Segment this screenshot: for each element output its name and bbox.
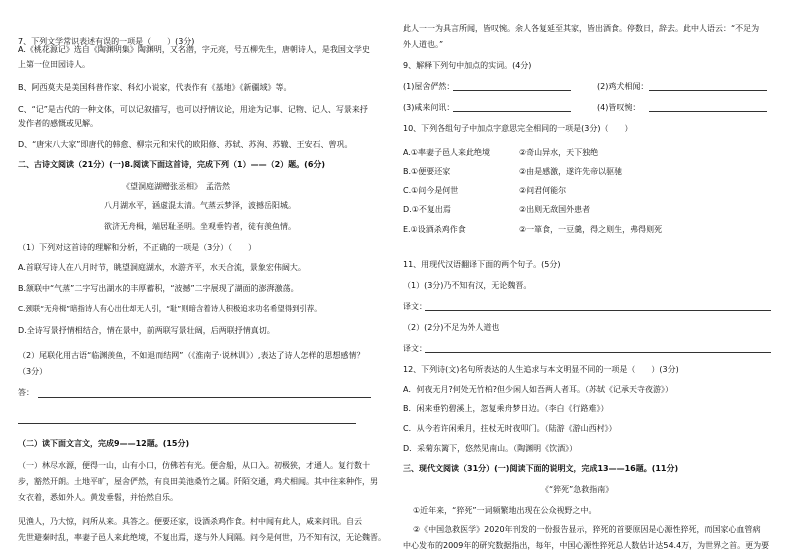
q8-1-stem: （1）下列对这首诗的理解和分析，不正确的一项是（3分）（ ） (18, 243, 257, 252)
q9-word-1: (1)屋舍俨然： (403, 82, 455, 91)
article-title: 《“猝死”急救指南》 (541, 485, 614, 494)
answer-label: 答： (18, 388, 34, 397)
q11-stem: 11、用现代汉语翻译下面的两个句子。(5分) (403, 260, 561, 269)
q12-option-b: B．闲来垂钓碧溪上，忽复乘舟梦日边。（李白《行路难》） (403, 404, 609, 413)
q7-option-a-cont: 上第一位田园诗人。 (18, 60, 90, 69)
article-paragraph-2-cont: 中心发布的2009年的研究数据指出，每年，中国心源性猝死总人数估计达54.4万，为世界之首。更为要 (403, 541, 770, 550)
classical-text-line-6: 此人一一为具言所闻，皆叹惋。余人各复延至其家，皆出酒食。停数日，辞去。此中人语云：“不足为 (403, 24, 760, 33)
q7-option-a: A.《桃花源记》选自《陶渊明集》陶渊明，又名潜，字元亮，号五柳先生，唐朝诗人，是我国文学史 (18, 45, 370, 54)
q9-word-3: (3)咸来问讯： (403, 103, 455, 112)
answer-line-2 (18, 423, 356, 424)
q8-1-option-c: C.颈联“无舟楫”暗指诗人有心出仕却无人引，“耻”则暗含着诗人积极追求功名希望得到引荐。 (18, 304, 322, 313)
classical-text-line-7: 外人道也。” (403, 40, 444, 49)
q10-option-0-left: A.①率妻子邑人来此绝境 (403, 148, 491, 157)
q7-stem: 7、下列文学常识表述有误的一项是（ ）(3分) (18, 37, 195, 46)
q7-option-b: B、阿西莫夫是美国科普作家、科幻小说家，代表作有《基地》《新疆域》等。 (18, 83, 292, 92)
q7-option-c-cont: 发作者的感慨或见解。 (18, 119, 98, 128)
article-paragraph-1: ①近年来，“猝死”一词频繁地出现在公众视野之中。 (413, 506, 597, 515)
poem-line-2: 欲济无舟楫，端居耻圣明。坐观垂钓者，徒有羡鱼情。 (104, 222, 296, 231)
section-2-heading: 二、古诗文阅读（21分）(一)8.阅读下面这首诗，完成下列（1）——（2）题。(6分) (18, 160, 326, 169)
q10-option-3-left: D.①不复出焉 (403, 205, 451, 214)
q9-word-2: (2)鸡犬相闻： (597, 82, 649, 91)
q11-translation-line-1 (425, 310, 771, 311)
classical-text-line-5: 先世避秦时乱，率妻子邑人来此绝境，不复出焉，遂与外人间隔。问今是何世，乃不知有汉，无论魏晋。 (18, 533, 386, 542)
q12-option-a: A．何夜无月?何处无竹柏?但少闲人如吾两人者耳。（苏轼《记承天寺夜游》） (403, 385, 673, 394)
section-2b-heading: （二）读下面文言文，完成9——12题。(15分) (18, 439, 190, 448)
q12-option-d: D．采菊东篱下，悠然见南山。（陶渊明《饮酒》） (403, 444, 578, 453)
q10-stem: 10、下列各组句子中加点字意思完全相同的一项是(3分)（ ） (403, 124, 633, 133)
classical-text-line-3: 女衣着，悉如外人。黄发垂髫，并怡然自乐。 (18, 493, 178, 502)
section-3-heading: 三、现代文阅读（31分）(一)阅读下面的说明文，完成13——16题。(11分) (403, 464, 679, 473)
q8-2-stem-cont: （3分） (18, 367, 48, 376)
q12-option-c: C．从今若许闲乘月，拄杖无时夜叩门。（陆游《游山西村》） (403, 424, 617, 433)
q8-1-option-a: A.首联写诗人在八月时节，眺望洞庭湖水，水游齐平，水天合流，景象宏伟阔大。 (18, 263, 306, 272)
q7-option-c: C、“记”是古代的一种文体，可以记叙描写，也可以抒情议论，用途为记事、记物、记人、写景来抒 (18, 105, 368, 114)
q7-option-d: D、“唐宋八大家”即唐代的韩愈、柳宗元和宋代的欧阳修、苏轼、苏洵、苏辙、王安石、曾巩。 (18, 140, 353, 149)
q10-option-1-right: ②由是感激，遂许先帝以驱驰 (519, 167, 623, 176)
q10-option-1-left: B.①便要还家 (403, 167, 451, 176)
article-paragraph-2: ②《中国急救医学》2020年刊发的一份报告显示，猝死的首要原因是心源性猝死，而国家心血管病 (413, 525, 761, 534)
q10-option-0-right: ②奇山异水，天下独绝 (519, 148, 599, 157)
q11-translation-label-1: 译文： (403, 302, 427, 311)
q9-blank-1 (453, 90, 571, 91)
q12-stem: 12、下列诗(文)名句所表达的人生追求与本文明显不同的一项是（ ）(3分) (403, 365, 679, 374)
q11-translation-line-2 (425, 352, 771, 353)
q9-stem: 9、解释下列句中加点的实词。(4分) (403, 61, 532, 70)
q10-option-3-right: ②出则无敌国外患者 (519, 205, 591, 214)
q10-option-2-right: ②问君何能尔 (519, 186, 567, 195)
q10-option-2-left: C.①问今是何世 (403, 186, 459, 195)
q9-blank-3 (453, 111, 571, 112)
q8-1-option-b: B.颔联中“气蒸”二字写出湖水的丰厚蓄积，“波撼”二字展现了湖面的澎湃激荡。 (18, 284, 299, 293)
q8-1-option-d: D.全诗写景抒情相结合，情在景中，前两联写景壮阔，后两联抒情真切。 (18, 326, 275, 335)
q9-blank-4 (649, 111, 767, 112)
classical-text-line-2: 步，豁然开朗。土地平旷，屋舍俨然，有良田美池桑竹之属。阡陌交通，鸡犬相闻。其中往来种作，男 (18, 477, 378, 486)
q9-word-4: (4)皆叹惋： (597, 103, 641, 112)
q10-option-4-right: ②一箪食，一豆羹，得之则生，弗得则死 (519, 225, 663, 234)
answer-line-1 (38, 397, 371, 398)
poem-line-1: 八月湖水平，涵虚混太清。气蒸云梦泽，波撼岳阳城。 (104, 201, 296, 210)
q11-sentence-2: （2）(2分)不足为外人道也 (403, 323, 500, 332)
poem-title: 《望洞庭湖赠张丞相》 孟浩然 (122, 182, 230, 191)
q10-option-4-left: E.①设酒杀鸡作食 (403, 225, 466, 234)
q11-translation-label-2: 译文： (403, 344, 427, 353)
q8-2-stem: （2）尾联化用古语“临渊羡鱼，不如退而结网”（《淮南子·说林训》）,表达了诗人怎样的思想感情？ (18, 351, 365, 360)
q11-sentence-1: （1）(3分)乃不知有汉，无论魏晋。 (403, 281, 532, 290)
q9-blank-2 (649, 90, 767, 91)
classical-text-line-4: 见渔人，乃大惊，问所从来。具答之。便要还家，设酒杀鸡作食。村中闻有此人，咸来问讯。自云 (18, 517, 362, 526)
classical-text-line-1: （一）林尽水源，便得一山，山有小口，仿佛若有光。便舍船，从口入。初极狭，才通人。复行数十 (18, 461, 370, 470)
